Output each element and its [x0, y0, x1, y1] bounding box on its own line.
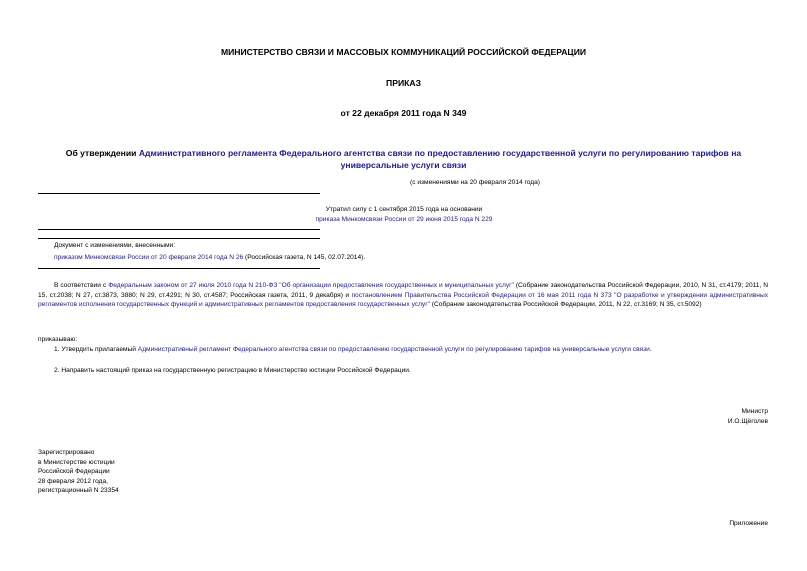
registration-line: Зарегистрировано — [38, 449, 95, 456]
government-decree-link[interactable]: постановлением Правительства Российской Федерации от 16 мая 2011 года N 373 "О разработке и утверждении административных регламентов исполнения государственных функций и административных регламентов предоставления государственных услуг" — [38, 291, 768, 309]
registration-line: регистрационный N 23354 — [38, 487, 119, 495]
registration-block — [38, 448, 238, 496]
federal-law-link[interactable]: Федеральным законом от 27 июля 2010 года N 210-ФЗ "Об организации предоставления государственных и муниципальных услуг" — [108, 282, 514, 289]
document-title — [40, 147, 767, 171]
signature-name: И.О.Щёголев — [727, 418, 768, 425]
changes-line — [54, 253, 754, 263]
expired-order-link[interactable]: приказа Минкомсвязи России от 29 июня 2015 года N 229 — [315, 215, 493, 223]
basis-text: (Собрание законодательства Российской Федерации, 2011, N 22, ст.3169; N 35, ст.5092) — [429, 301, 702, 309]
registration-line: Российской Федерации — [38, 468, 110, 476]
divider — [38, 268, 320, 269]
appendix-label: Приложение — [729, 520, 768, 527]
divider — [38, 229, 320, 230]
item-text: . — [649, 346, 652, 353]
basis-paragraph — [38, 281, 768, 310]
order-word: приказываю: — [38, 336, 78, 343]
title-prefix: Об утверждении — [65, 148, 139, 158]
order-item-2: 2. Направить настоящий приказ на государственную регистрацию в Министерство юстиции Российской Федерации. — [54, 367, 411, 374]
changes-label: Документ с изменениями, внесенными: — [54, 242, 176, 249]
amendment-note: (с изменениями на 20 февраля 2014 года) — [410, 179, 540, 186]
ministry-heading: МИНИСТЕРСТВО СВЯЗИ И МАССОВЫХ КОММУНИКАЦИЙ РОССИЙСКОЙ ФЕДЕРАЦИИ — [220, 47, 587, 57]
expired-line: Утратил силу с 1 сентября 2015 года на основании — [325, 206, 483, 213]
title-regulation-link[interactable]: Административного регламента Федерального агентства связи по предоставлению государственной услуги по регулированию тарифов на универсальные услуги связи — [138, 148, 742, 170]
order-item-1 — [54, 345, 768, 355]
item-text: 1. Утвердить прилагаемый — [54, 346, 138, 353]
divider — [38, 193, 320, 194]
registration-line: 28 февраля 2012 года, — [38, 477, 108, 485]
amending-order-link[interactable]: приказом Минкомсвязи России от 20 февраля 2014 года N 26 — [54, 254, 244, 261]
document-type: ПРИКАЗ — [386, 78, 421, 88]
signature-position: Министр — [741, 408, 768, 415]
expired-note — [300, 205, 508, 224]
divider — [38, 238, 320, 239]
registration-line: в Министерстве юстиции — [38, 458, 115, 466]
changes-suffix: (Российская газета, N 145, 02.07.2014). — [243, 254, 366, 261]
document-date-number: от 22 декабря 2011 года N 349 — [340, 108, 467, 118]
regulation-link[interactable]: Административный регламент Федерального агентства связи по предоставлению государственной услуги по регулированию тарифов на универсальные услуги связи — [137, 346, 650, 353]
basis-text: В соответствии с — [54, 282, 109, 289]
basis-text: (Собрание законодательства Российской Федерации, 2010, N 31, ст.4179; 2011, N 15, ст.2038; N 27, ст.3873, 3880; N 29, ст.4291; N 30, ст.4587; Российская газета, 2011, 9 декабря) и — [38, 282, 769, 299]
